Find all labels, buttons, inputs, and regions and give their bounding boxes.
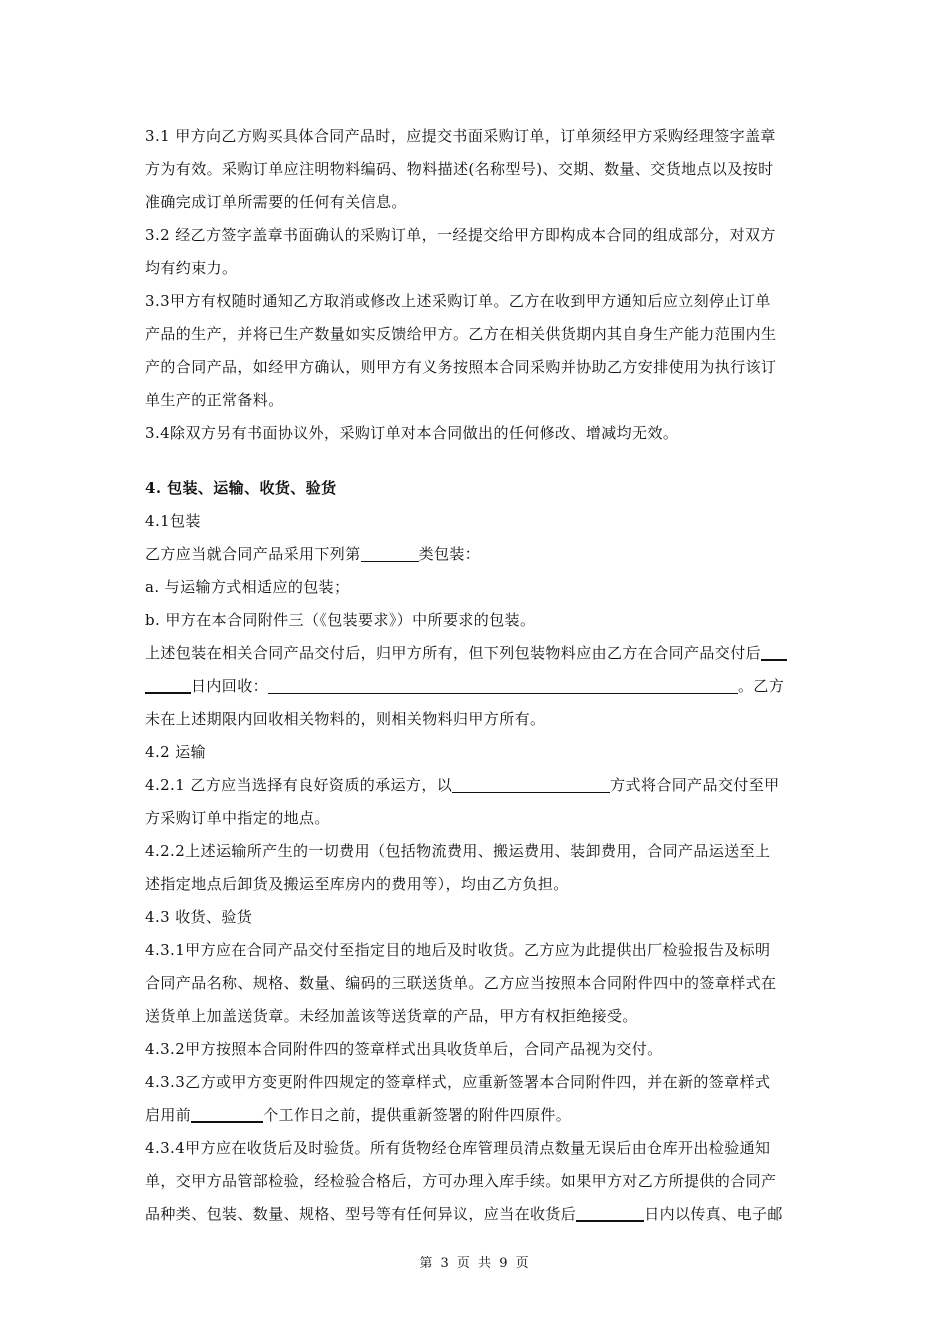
packaging-option-b: b. 甲方在本合同附件三（《包装要求》）中所要求的包装。 (145, 611, 536, 629)
subsection-4-2-title: 4.2 运输 (145, 743, 207, 761)
clause-3-3-line: 单生产的正常备料。 (145, 391, 284, 409)
clause-4-2-1-line: 方采购订单中指定的地点。 (145, 809, 330, 827)
clause-4-3-1-line: 送货单上加盖送货章。未经加盖该等送货章的产品，甲方有权拒绝接受。 (145, 1007, 638, 1025)
clause-4-3-3-line: 启用前 个工作日之前，提供重新签署的附件四原件。 (145, 1099, 815, 1132)
recycle-line: 未在上述期限内回收相关物料的，则相关物料归甲方所有。 (145, 710, 546, 728)
clause-4-3-2-line: 4.3.2甲方按照本合同附件四的签章样式出具收货单后，合同产品视为交付。 (145, 1040, 663, 1058)
recycle-line: 日内回收： 。乙方 (145, 670, 815, 703)
packaging-type-blank[interactable] (361, 543, 419, 562)
clause-3-1-line: 准确完成订单所需要的任何有关信息。 (145, 193, 407, 211)
packaging-option-a: a. 与运输方式相适应的包装； (145, 578, 350, 596)
transport-method-blank[interactable] (452, 774, 610, 793)
clause-4-3-1-line: 4.3.1甲方应在合同产品交付至指定目的地后及时收货。乙方应为此提供出厂检验报告及标明 (145, 941, 771, 959)
clause-4-2-1-line: 4.2.1 乙方应当选择有良好资质的承运方，以 方式将合同产品交付至甲 (145, 776, 780, 794)
clause-3-3-line: 产品的生产，并将已生产数量如实反馈给甲方。乙方在相关供货期内其自身生产能力范围内生 (145, 325, 777, 343)
page-body (145, 120, 815, 1231)
recycle-days-blank-end[interactable] (145, 674, 191, 694)
working-days-blank[interactable] (191, 1103, 263, 1123)
recycle-materials-blank[interactable] (268, 675, 738, 694)
recycle-days-blank-start[interactable] (761, 641, 787, 661)
packaging-type-line: 乙方应当就合同产品采用下列第 类包装： (145, 545, 481, 563)
recycle-line: 上述包装在相关合同产品交付后，归甲方所有，但下列包装物料应由乙方在合同产品交付后 (145, 637, 815, 670)
clause-4-3-1-line: 合同产品名称、规格、数量、编码的三联送货单。乙方应当按照本合同附件四中的签章样式在 (145, 974, 777, 992)
clause-3-3-line: 3.3甲方有权随时通知乙方取消或修改上述采购订单。乙方在收到甲方通知后应立刻停止订单 (145, 292, 771, 310)
clause-3-2-line: 均有约束力。 (145, 259, 238, 277)
section-4-heading: 4. 包装、运输、收货、验货 (145, 479, 337, 497)
subsection-4-3-title: 4.3 收货、验货 (145, 908, 253, 926)
clause-4-2-2-line: 4.2.2上述运输所产生的一切费用（包括物流费用、搬运费用、装卸费用，合同产品运送至上 (145, 842, 771, 860)
clause-4-3-4-line: 品种类、包装、数量、规格、型号等有任何异议，应当在收货后 日内以传真、电子邮 (145, 1198, 815, 1231)
page-number-footer: 第 3 页 共 9 页 (419, 1256, 531, 1271)
clause-4-2-2-line: 述指定地点后卸货及搬运至库房内的费用等），均由乙方负担。 (145, 875, 569, 893)
subsection-4-1-title: 4.1包装 (145, 512, 201, 530)
clause-3-4-line: 3.4除双方另有书面协议外，采购订单对本合同做出的任何修改、增减均无效。 (145, 424, 679, 442)
clause-4-3-4-line: 4.3.4甲方应在收货后及时验货。所有货物经仓库管理员清点数量无误后由仓库开出检验通知 (145, 1139, 771, 1157)
clause-3-1-line: 3.1 甲方向乙方购买具体合同产品时，应提交书面采购订单，订单须经甲方采购经理签字盖章 (145, 127, 776, 145)
objection-days-blank[interactable] (576, 1202, 644, 1222)
clause-3-1-line: 方为有效。采购订单应注明物料编码、物料描述(名称型号)、交期、数量、交货地点以及按时 (145, 160, 774, 178)
clause-3-3-line: 产的合同产品，如经甲方确认，则甲方有义务按照本合同采购并协助乙方安排使用为执行该订 (145, 358, 777, 376)
clause-4-3-3-line: 4.3.3乙方或甲方变更附件四规定的签章样式，应重新签署本合同附件四，并在新的签章样式 (145, 1073, 771, 1091)
clause-3-2-line: 3.2 经乙方签字盖章书面确认的采购订单，一经提交给甲方即构成本合同的组成部分，对双方 (145, 226, 776, 244)
clause-4-3-4-line: 单，交甲方品管部检验，经检验合格后，方可办理入库手续。如果甲方对乙方所提供的合同产 (145, 1172, 777, 1190)
